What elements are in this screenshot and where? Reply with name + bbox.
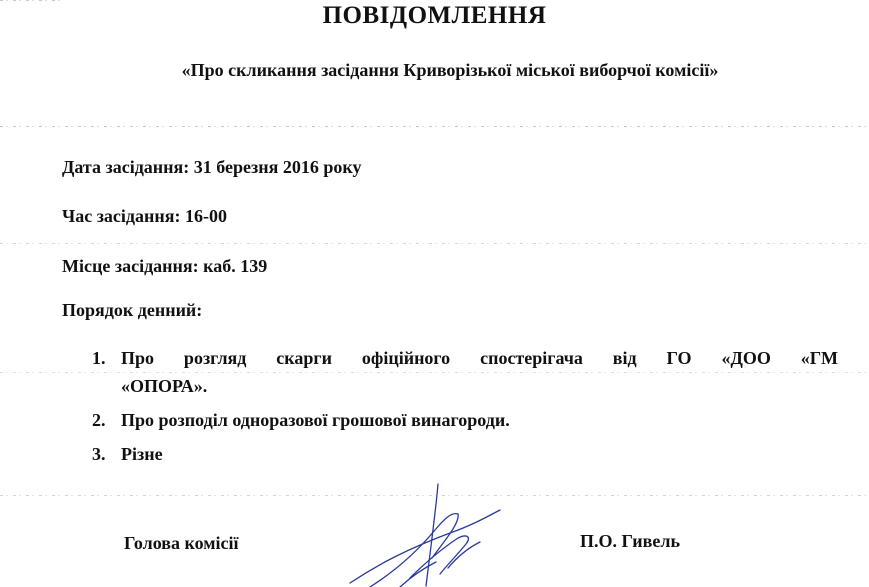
agenda-item: [92, 406, 838, 434]
agenda-list: [92, 344, 838, 474]
signature-name: П.О. Гивель: [580, 531, 680, 551]
scan-noise: [0, 126, 869, 127]
agenda-item: [92, 344, 838, 400]
signature-role: Голова комісії: [124, 533, 239, 553]
agenda-item: [92, 440, 838, 468]
meeting-date: Дата засідання: 31 березня 2016 року: [62, 157, 362, 177]
scan-noise: [0, 243, 869, 244]
agenda-heading: Порядок денний:: [62, 300, 203, 320]
scan-noise: [0, 0, 60, 1]
document-title: ПОВІДОМЛЕННЯ: [322, 2, 547, 29]
meeting-place: Місце засідання: каб. 139: [62, 256, 268, 276]
agenda-item-number: 1.: [92, 348, 106, 368]
document-subtitle: «Про скликання засідання Криворізької міської виборчої комісії»: [181, 60, 719, 80]
agenda-item-text: Різне: [121, 444, 163, 464]
agenda-item-text: Про розподіл одноразової грошової винагороди.: [121, 410, 510, 430]
agenda-item-text-continued: «ОПОРА».: [121, 376, 208, 396]
meeting-time: Час засідання: 16-00: [62, 206, 227, 226]
agenda-item-number: 2.: [92, 410, 106, 430]
handwritten-signature: [340, 478, 520, 587]
agenda-item-number: 3.: [92, 444, 106, 464]
agenda-item-text: Про розгляд скарги офіційного спостерігача від ГО «ДОО «ГМ: [121, 348, 838, 368]
